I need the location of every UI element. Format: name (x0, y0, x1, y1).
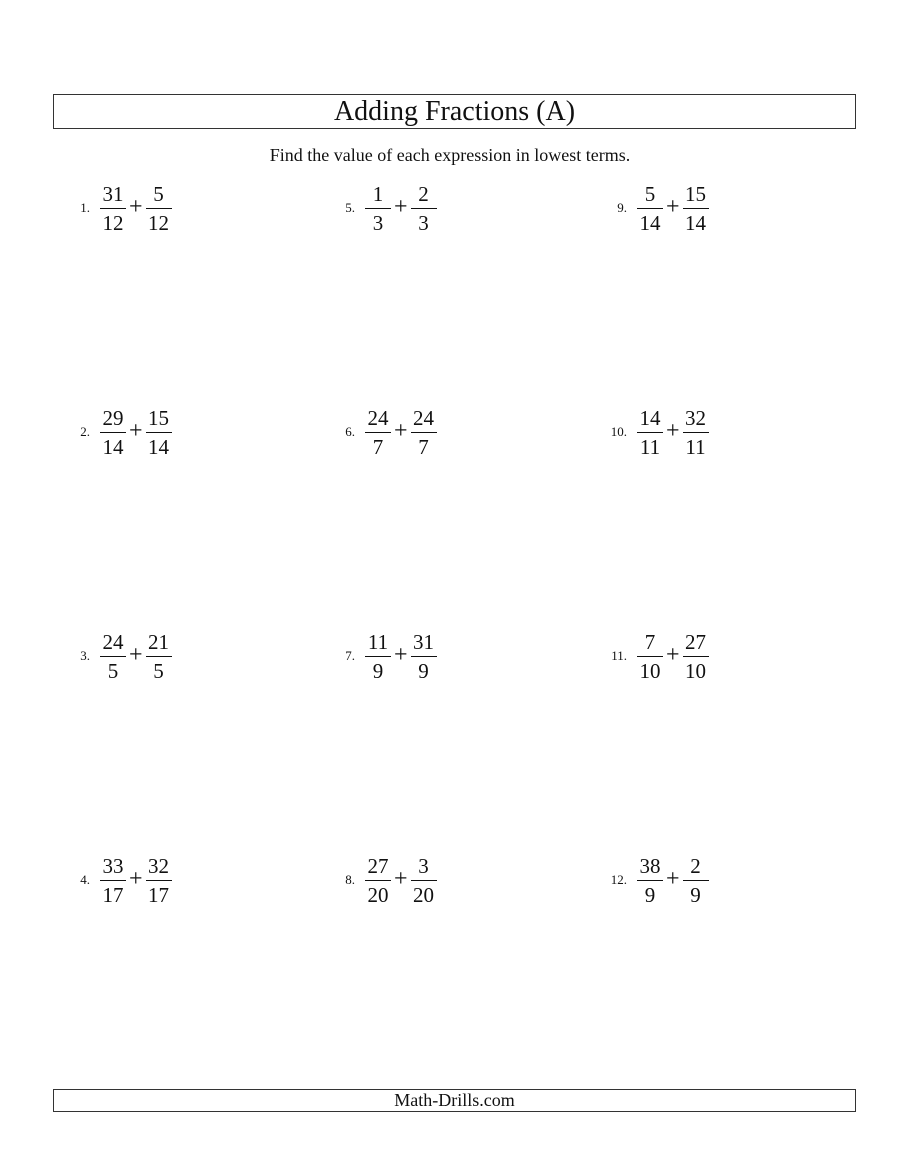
problem-3 (60, 626, 260, 686)
fraction (363, 406, 393, 459)
fraction (409, 630, 439, 683)
problem-6 (325, 402, 525, 462)
numerator: 24 (411, 406, 437, 433)
numerator: 5 (146, 182, 172, 209)
fraction (98, 406, 128, 459)
numerator: 24 (100, 630, 126, 657)
fraction (681, 854, 711, 907)
denominator: 9 (372, 658, 384, 683)
problem-number: 4. (80, 872, 90, 887)
denominator: 9 (418, 658, 429, 683)
problem-number: 8. (345, 872, 355, 887)
fraction (98, 854, 128, 907)
problem-number: 6. (345, 424, 355, 439)
problem-7 (325, 626, 525, 686)
problem-number: 2. (80, 424, 90, 439)
numerator: 27 (365, 854, 391, 881)
denominator: 11 (639, 434, 661, 459)
fraction (635, 630, 665, 683)
plus-sign: + (666, 642, 680, 668)
problem-number: 9. (617, 200, 627, 215)
denominator: 14 (685, 210, 707, 235)
plus-sign: + (394, 418, 408, 444)
numerator: 33 (100, 854, 126, 881)
problem-5 (325, 178, 525, 238)
plus-sign: + (666, 418, 680, 444)
numerator: 32 (683, 406, 709, 433)
denominator: 7 (372, 434, 384, 459)
expression (635, 402, 711, 462)
numerator: 1 (365, 182, 391, 209)
fraction (363, 630, 393, 683)
numerator: 14 (637, 406, 663, 433)
problem-number: 1. (80, 200, 90, 215)
expression (363, 178, 439, 238)
plus-sign: + (129, 418, 143, 444)
plus-sign: + (666, 194, 680, 220)
denominator: 12 (102, 210, 124, 235)
fraction (635, 182, 665, 235)
denominator: 20 (413, 882, 435, 907)
denominator: 5 (153, 658, 164, 683)
problem-number: 12. (610, 872, 627, 887)
fraction (144, 630, 174, 683)
expression (98, 402, 174, 462)
plus-sign: + (129, 866, 143, 892)
denominator: 3 (418, 210, 429, 235)
problem-10 (597, 402, 797, 462)
problem-2 (60, 402, 260, 462)
numerator: 7 (637, 630, 663, 657)
fraction (144, 406, 174, 459)
denominator: 14 (639, 210, 661, 235)
denominator: 11 (685, 434, 706, 459)
denominator: 17 (102, 882, 124, 907)
numerator: 31 (100, 182, 126, 209)
fraction (635, 854, 665, 907)
numerator: 38 (637, 854, 663, 881)
fraction (363, 182, 393, 235)
fraction (681, 406, 711, 459)
expression (363, 402, 439, 462)
denominator: 14 (102, 434, 124, 459)
plus-sign: + (666, 866, 680, 892)
denominator: 14 (148, 434, 170, 459)
expression (98, 178, 174, 238)
problem-number: 11. (611, 648, 627, 663)
fraction (409, 854, 439, 907)
numerator: 3 (411, 854, 437, 881)
fraction (144, 854, 174, 907)
fraction (98, 630, 128, 683)
expression (635, 626, 711, 686)
plus-sign: + (129, 642, 143, 668)
denominator: 10 (685, 658, 707, 683)
numerator: 15 (146, 406, 172, 433)
instructions: Find the value of each expression in lowest terms. (269, 145, 631, 165)
plus-sign: + (129, 194, 143, 220)
numerator: 2 (411, 182, 437, 209)
fraction (635, 406, 665, 459)
expression (635, 850, 711, 910)
worksheet-title: Adding Fractions (A) (53, 94, 856, 129)
fraction (681, 182, 711, 235)
denominator: 9 (644, 882, 656, 907)
fraction (409, 182, 439, 235)
numerator: 29 (100, 406, 126, 433)
problem-9 (597, 178, 797, 238)
problem-number: 3. (80, 648, 90, 663)
denominator: 5 (107, 658, 119, 683)
numerator: 2 (683, 854, 709, 881)
denominator: 12 (148, 210, 170, 235)
fraction (363, 854, 393, 907)
numerator: 11 (365, 630, 391, 657)
numerator: 15 (683, 182, 709, 209)
problem-12 (597, 850, 797, 910)
fraction (98, 182, 128, 235)
problem-11 (597, 626, 797, 686)
problem-8 (325, 850, 525, 910)
denominator: 9 (690, 882, 701, 907)
numerator: 24 (365, 406, 391, 433)
denominator: 7 (418, 434, 429, 459)
problem-number: 5. (345, 200, 355, 215)
numerator: 21 (146, 630, 172, 657)
problem-number: 7. (345, 648, 355, 663)
problem-4 (60, 850, 260, 910)
denominator: 17 (148, 882, 170, 907)
expression (363, 626, 439, 686)
expression (635, 178, 711, 238)
fraction (681, 630, 711, 683)
denominator: 10 (639, 658, 661, 683)
numerator: 31 (411, 630, 437, 657)
expression (363, 850, 439, 910)
numerator: 32 (146, 854, 172, 881)
numerator: 27 (683, 630, 709, 657)
fraction (144, 182, 174, 235)
denominator: 3 (372, 210, 384, 235)
numerator: 5 (637, 182, 663, 209)
plus-sign: + (394, 194, 408, 220)
problem-number: 10. (610, 424, 627, 439)
problem-1 (60, 178, 260, 238)
denominator: 20 (367, 882, 389, 907)
expression (98, 626, 174, 686)
fraction (409, 406, 439, 459)
plus-sign: + (394, 866, 408, 892)
plus-sign: + (394, 642, 408, 668)
footer-credit: Math-Drills.com (53, 1089, 856, 1112)
expression (98, 850, 174, 910)
